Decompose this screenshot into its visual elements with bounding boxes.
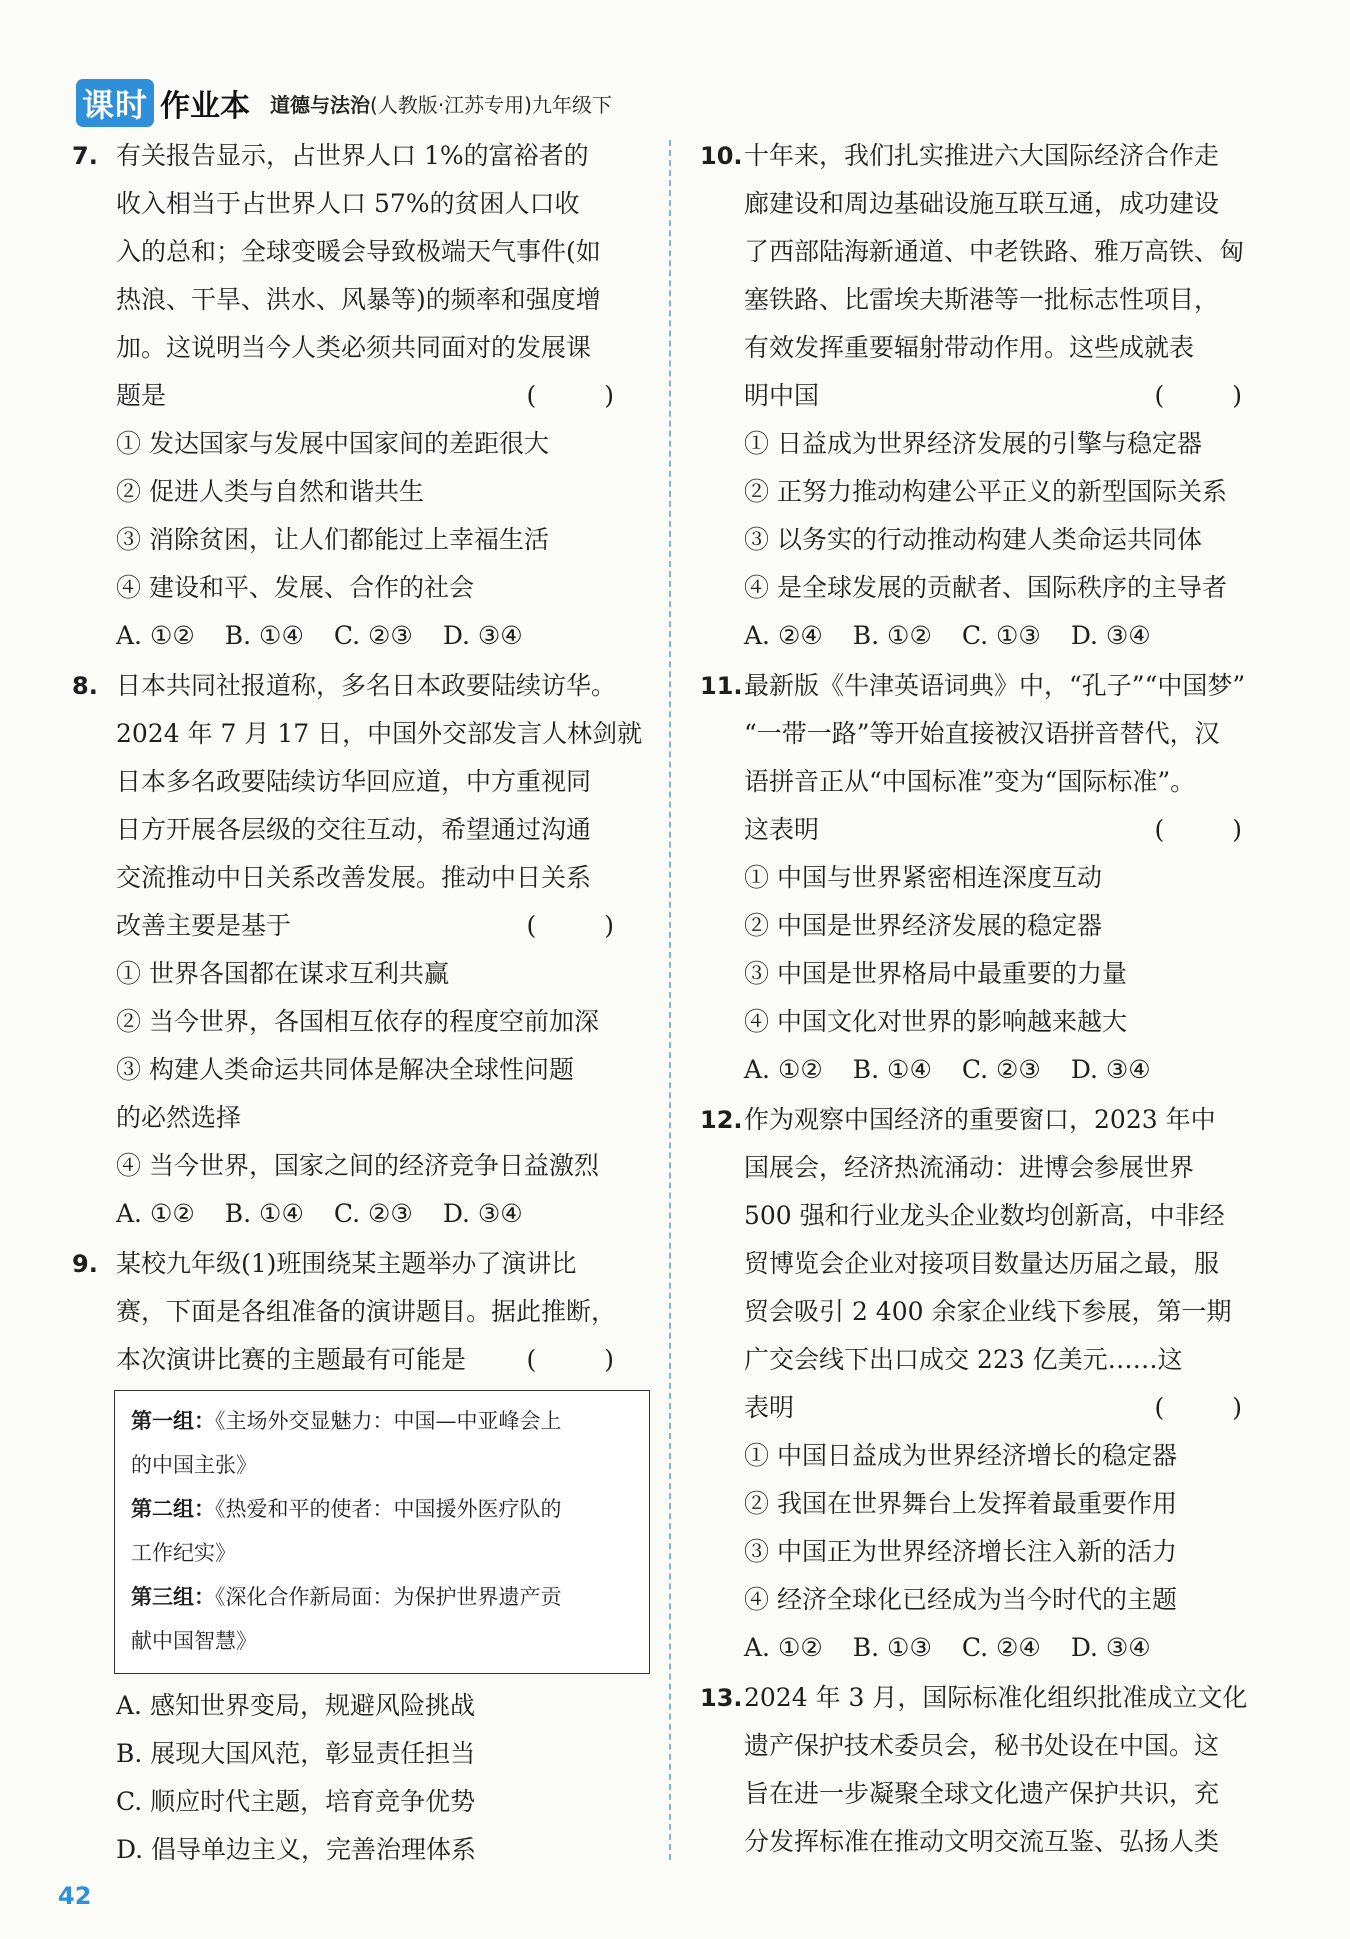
- answer-choice: C. ②③: [961, 1055, 1041, 1084]
- question-11: [700, 662, 1280, 1094]
- stem-text: 最新版《牛津英语词典》中，“孔子”“中国梦”: [744, 671, 1246, 700]
- answer-choice: D. ③④: [442, 1199, 523, 1228]
- left-column: [72, 132, 652, 1876]
- option-item: ③ 构建人类命运共同体是解决全球性问题: [116, 1055, 574, 1084]
- stem-text: 贸博览会企业对接项目数量达历届之最，服: [744, 1249, 1220, 1278]
- question-number: 7.: [72, 142, 98, 170]
- speech-topic-text: 《深化合作新局面：为保护世界遗产贡: [215, 1585, 562, 1609]
- stem-text: 交流推动中日关系改善发展。推动中日关系: [116, 863, 592, 892]
- question-stem-line: [700, 806, 1280, 854]
- group-label: 第一组：: [131, 1409, 215, 1433]
- option-item: ① 中国日益成为世界经济增长的稳定器: [744, 1441, 1177, 1470]
- speech-topic-text: 《主场外交显魅力：中国—中亚峰会上: [215, 1409, 562, 1433]
- stem-text: 了西部陆海新通道、中老铁路、雅万高铁、匈: [744, 237, 1245, 266]
- stem-text: 500 强和行业龙头企业数均创新高，中非经: [744, 1201, 1225, 1230]
- answer-choice: A. ①②: [116, 1199, 195, 1228]
- stem-text: 语拼音正从“中国标准”变为“国际标准”。: [744, 767, 1196, 796]
- question-10: [700, 132, 1280, 660]
- speech-topic-line: [131, 1487, 637, 1531]
- question-stem-line: [72, 1336, 652, 1384]
- option-item: ③ 中国正为世界经济增长注入新的活力: [744, 1537, 1177, 1566]
- question-stem-line: [72, 806, 652, 854]
- question-stem-line: [700, 1192, 1280, 1240]
- answer-parenthesis: ( ): [526, 1345, 644, 1374]
- option-item: ③ 消除贫困，让人们都能过上幸福生活: [116, 525, 549, 554]
- question-number: 11.: [700, 672, 743, 700]
- option-item: ④ 中国文化对世界的影响越来越大: [744, 1007, 1127, 1036]
- question-stem-line: [700, 1336, 1280, 1384]
- question-stem-line: [72, 276, 652, 324]
- answer-choice: A. ②④: [744, 621, 823, 650]
- answer-choice: B. ①④: [852, 1055, 932, 1084]
- stem-text: 分发挥标准在推动文明交流互鉴、弘扬人类: [744, 1827, 1220, 1856]
- question-stem-line: [72, 228, 652, 276]
- question-stem-line: [700, 132, 1280, 180]
- stem-text: 日本共同社报道称，多名日本政要陆续访华。: [116, 671, 617, 700]
- question-stem-line: [72, 1288, 652, 1336]
- book-subtitle: [270, 89, 612, 118]
- question-number: 12.: [700, 1106, 743, 1134]
- answer-choice: C. ②③: [333, 621, 413, 650]
- option-item: ① 日益成为世界经济发展的引擎与稳定器: [744, 429, 1202, 458]
- stem-text: 表明: [744, 1393, 795, 1422]
- option-item: ② 中国是世界经济发展的稳定器: [744, 911, 1102, 940]
- group-label: 第三组：: [131, 1585, 215, 1609]
- speech-topic-line: [131, 1575, 637, 1619]
- question-stem-line: [72, 180, 652, 228]
- answer-parenthesis: ( ): [526, 911, 644, 940]
- header: [76, 78, 612, 128]
- stem-text: 旨在进一步凝聚全球文化遗产保护共识，充: [744, 1779, 1220, 1808]
- stem-text: 明中国: [744, 381, 820, 410]
- answer-choice: A. ①②: [744, 1055, 823, 1084]
- answer-choices: [700, 1624, 1280, 1672]
- stem-text: 入的总和；全球变暖会导致极端天气事件(如: [116, 237, 601, 266]
- stem-text: 某校九年级(1)班围绕某主题举办了演讲比: [116, 1249, 577, 1278]
- question-stem-line: [700, 276, 1280, 324]
- option-item: ③ 以务实的行动推动构建人类命运共同体: [744, 525, 1202, 554]
- option-item: ② 促进人类与自然和谐共生: [116, 477, 424, 506]
- question-stem-line: [700, 758, 1280, 806]
- answer-choice: B. ①④: [224, 621, 304, 650]
- question-12: [700, 1096, 1280, 1672]
- option-item: ① 中国与世界紧密相连深度互动: [744, 863, 1102, 892]
- question-stem-line: [700, 710, 1280, 758]
- answer-choices: [72, 1190, 652, 1238]
- option-item: B. 展现大国风范，彰显责任担当: [116, 1739, 476, 1768]
- stem-text: 塞铁路、比雷埃夫斯港等一批标志性项目，: [744, 285, 1220, 314]
- question-stem-line: [700, 372, 1280, 420]
- subject: 道德与法治: [270, 92, 371, 117]
- stem-text: 广交会线下出口成交 223 亿美元……这: [744, 1345, 1183, 1374]
- answer-choices: [700, 612, 1280, 660]
- question-number: 10.: [700, 142, 743, 170]
- stem-text: 作为观察中国经济的重要窗口，2023 年中: [744, 1105, 1216, 1134]
- option-item: ① 发达国家与发展中国家间的差距很大: [116, 429, 549, 458]
- question-stem-line: [72, 372, 652, 420]
- answer-parenthesis: ( ): [1154, 1393, 1272, 1422]
- stem-text: 贸会吸引 2 400 余家企业线下参展，第一期: [744, 1297, 1232, 1326]
- speech-topic-line: [131, 1443, 637, 1487]
- answer-choice: D. ③④: [442, 621, 523, 650]
- question-stem-line: [72, 854, 652, 902]
- brand-logo: [76, 79, 250, 127]
- answer-parenthesis: ( ): [1154, 815, 1272, 844]
- option-item: ④ 经济全球化已经成为当今时代的主题: [744, 1585, 1177, 1614]
- stem-text: 这表明: [744, 815, 820, 844]
- stem-text: 本次演讲比赛的主题最有可能是: [116, 1345, 467, 1374]
- stem-text: 2024 年 3 月，国际标准化组织批准成立文化: [744, 1683, 1248, 1712]
- speech-topic-line: [131, 1619, 637, 1663]
- question-stem-line: [72, 710, 652, 758]
- answer-choices: [72, 612, 652, 660]
- stem-text: 日方开展各层级的交往互动，希望通过沟通: [116, 815, 592, 844]
- option-item: ③ 中国是世界格局中最重要的力量: [744, 959, 1127, 988]
- question-stem-line: [72, 324, 652, 372]
- speech-topics-box: [114, 1390, 650, 1674]
- question-8: [72, 662, 652, 1238]
- question-stem-line: [700, 180, 1280, 228]
- option-item: A. 感知世界变局，规避风险挑战: [116, 1691, 475, 1720]
- option-item: ① 世界各国都在谋求互利共赢: [116, 959, 449, 988]
- right-column: [700, 132, 1280, 1868]
- question-stem-line: [72, 902, 652, 950]
- question-7: [72, 132, 652, 660]
- stem-text: “一带一路”等开始直接被汉语拼音替代，汉: [744, 719, 1220, 748]
- stem-text: 赛，下面是各组准备的演讲题目。据此推断，: [116, 1297, 617, 1326]
- option-item: 的必然选择: [116, 1103, 242, 1132]
- answer-choice: C. ②④: [961, 1633, 1041, 1662]
- speech-topic-text: 献中国智慧》: [131, 1629, 257, 1653]
- answer-choice: A. ①②: [116, 621, 195, 650]
- answer-choice: C. ②③: [333, 1199, 413, 1228]
- speech-topic-text: 的中国主张》: [131, 1453, 257, 1477]
- stem-text: 收入相当于占世界人口 57%的贫困人口收: [116, 189, 580, 218]
- stem-text: 遗产保护技术委员会，秘书处设在中国。这: [744, 1731, 1220, 1760]
- question-stem-line: [700, 1770, 1280, 1818]
- answer-choice: C. ①③: [961, 621, 1041, 650]
- stem-text: 2024 年 7 月 17 日，中国外交部发言人林剑就: [116, 719, 643, 748]
- page-number: 42: [58, 1882, 92, 1910]
- answer-choice: A. ①②: [744, 1633, 823, 1662]
- question-stem-line: [700, 324, 1280, 372]
- speech-topic-line: [131, 1531, 637, 1575]
- question-stem-line: [72, 758, 652, 806]
- speech-topic-text: 《热爱和平的使者：中国援外医疗队的: [215, 1497, 562, 1521]
- question-13: [700, 1674, 1280, 1866]
- question-stem-line: [700, 1144, 1280, 1192]
- stem-text: 题是: [116, 381, 167, 410]
- option-item: ④ 当今世界，国家之间的经济竞争日益激烈: [116, 1151, 599, 1180]
- question-number: 9.: [72, 1250, 98, 1278]
- group-label: 第二组：: [131, 1497, 215, 1521]
- question-stem-line: [700, 1384, 1280, 1432]
- option-item: C. 顺应时代主题，培育竞争优势: [116, 1787, 476, 1816]
- option-item: ④ 是全球发展的贡献者、国际秩序的主导者: [744, 573, 1227, 602]
- answer-parenthesis: ( ): [526, 381, 644, 410]
- question-stem-line: [700, 1818, 1280, 1866]
- question-stem-line: [700, 228, 1280, 276]
- answer-choice: D. ③④: [1070, 1055, 1151, 1084]
- option-item: D. 倡导单边主义，完善治理体系: [116, 1835, 477, 1864]
- stem-text: 有效发挥重要辐射带动作用。这些成就表: [744, 333, 1195, 362]
- option-item: ② 当今世界，各国相互依存的程度空前加深: [116, 1007, 599, 1036]
- answer-choice: B. ①③: [852, 1633, 932, 1662]
- edition: (人教版·江苏专用)九年级下: [370, 92, 612, 117]
- stem-text: 日本多名政要陆续访华回应道，中方重视同: [116, 767, 592, 796]
- question-stem-line: [72, 132, 652, 180]
- answer-parenthesis: ( ): [1154, 381, 1272, 410]
- stem-text: 廊建设和周边基础设施互联互通，成功建设: [744, 189, 1220, 218]
- brand-text: 作业本: [160, 89, 251, 124]
- question-number: 13.: [700, 1684, 743, 1712]
- answer-choice: D. ③④: [1070, 621, 1151, 650]
- stem-text: 加。这说明当今人类必须共同面对的发展课: [116, 333, 592, 362]
- column-divider: [669, 140, 671, 1860]
- question-stem-line: [700, 1674, 1280, 1722]
- option-item: ④ 建设和平、发展、合作的社会: [116, 573, 474, 602]
- question-stem-line: [700, 662, 1280, 710]
- brand-box: 课时: [76, 79, 154, 127]
- question-stem-line: [700, 1096, 1280, 1144]
- question-stem-line: [700, 1288, 1280, 1336]
- stem-text: 热浪、干旱、洪水、风暴等)的频率和强度增: [116, 285, 601, 314]
- answer-choices: [700, 1046, 1280, 1094]
- question-9: [72, 1240, 652, 1874]
- stem-text: 十年来，我们扎实推进六大国际经济合作走: [744, 141, 1220, 170]
- answer-choice: B. ①②: [852, 621, 932, 650]
- option-item: ② 我国在世界舞台上发挥着最重要作用: [744, 1489, 1177, 1518]
- question-stem-line: [700, 1240, 1280, 1288]
- stem-text: 国展会，经济热流涌动：进博会参展世界: [744, 1153, 1195, 1182]
- option-item: ② 正努力推动构建公平正义的新型国际关系: [744, 477, 1227, 506]
- answer-choice: D. ③④: [1070, 1633, 1151, 1662]
- stem-text: 改善主要是基于: [116, 911, 292, 940]
- speech-topic-text: 工作纪实》: [131, 1541, 236, 1565]
- question-number: 8.: [72, 672, 98, 700]
- question-stem-line: [700, 1722, 1280, 1770]
- stem-text: 有关报告显示，占世界人口 1%的富裕者的: [116, 141, 589, 170]
- question-stem-line: [72, 1240, 652, 1288]
- speech-topic-line: [131, 1399, 637, 1443]
- question-stem-line: [72, 662, 652, 710]
- answer-choice: B. ①④: [224, 1199, 304, 1228]
